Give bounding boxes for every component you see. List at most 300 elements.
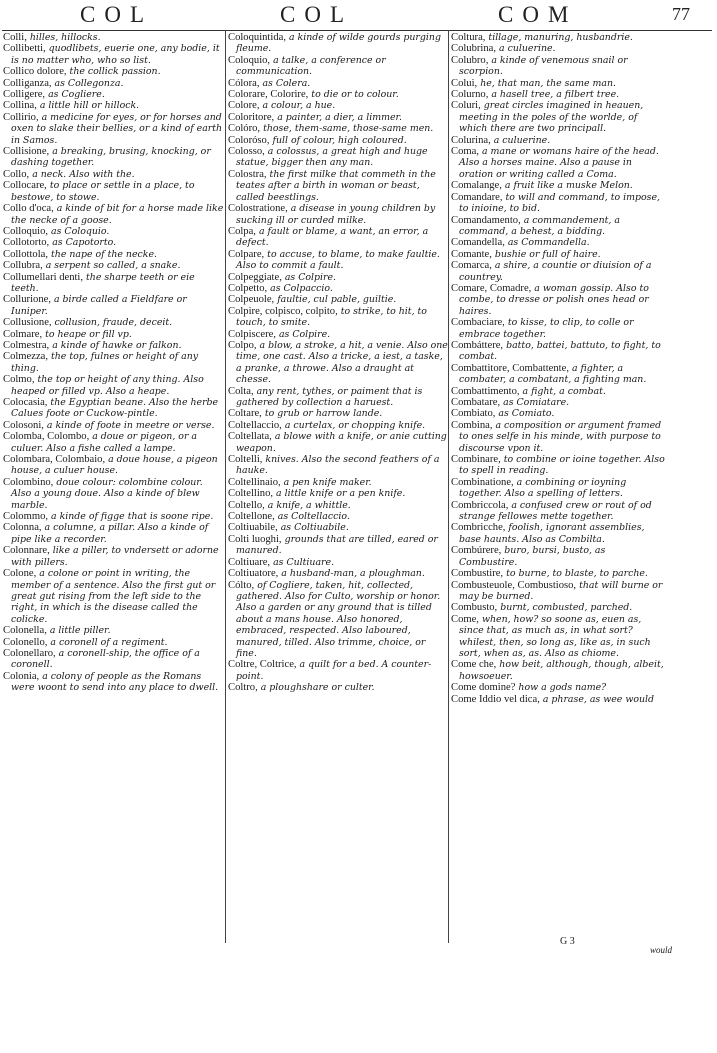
definition: a little piller. [49,625,111,637]
dictionary-entry [451,260,666,283]
dictionary-entry [228,580,448,660]
definition: a husband-man, a ploughman. [281,568,425,580]
dictionary-entry [228,294,448,305]
dictionary-entry [228,340,448,386]
dictionary-entry [228,146,448,169]
definition: the Egyptian beane. Also the herbe Calues foote or Cuckow-pintle. [11,397,219,420]
dictionary-entry [3,78,225,89]
dictionary-entry [3,671,225,694]
headword: Combinare, [451,454,501,466]
headword: Combattitore, Combattente, [451,362,569,374]
headword: Colomba, Colombo, [3,431,90,443]
definition: a breaking, brusing, knocking, or dashing together. [11,146,211,169]
headword: Colpeggiate, [228,271,282,283]
definition: tillage, manuring, husbandrie. [488,32,633,43]
definition: to kisse, to clip, to colle or embrace together. [459,317,634,340]
headword: Colmare, [3,328,43,340]
definition: as Commandella. [507,237,590,249]
definition: a colossus, a great high and huge statue, bigger then any man. [236,146,428,169]
headword: Collottola, [3,248,49,260]
headword: Coltellata, [228,431,272,443]
dictionary-entry [3,522,225,545]
column-3 [451,32,666,957]
definition: hilles, hillocks. [29,32,101,43]
definition: as Coloquio. [51,225,110,237]
headword: Coma, [451,146,479,158]
dictionary-entry [228,55,448,78]
running-head-right: COM [498,2,578,27]
definition: a phrase, as wee would [542,693,655,705]
definition: the first milke that commeth in the teates after a birth in woman or beast, called beestlings. [236,168,436,203]
headword: Collibetti, [3,43,46,55]
dictionary-entry [228,408,448,419]
dictionary-entry [3,89,225,100]
dictionary-entry [228,306,448,329]
dictionary-entry [228,203,448,226]
headword: Cólora, [228,77,260,89]
headword: Colostratione, [228,203,288,215]
definition: a knife, a whittle. [267,499,351,511]
headword: Collocare, [3,180,47,192]
headword: Colpeuole, [228,294,275,306]
headword: Coluri, [451,100,481,112]
headword: Combustire, [451,568,504,580]
headword: Colmestra, [3,339,50,351]
headword: Coltiuare, [228,556,271,568]
definition: the sharpe teeth or eie teeth. [11,271,195,294]
dictionary-entry [228,431,448,454]
dictionary-entry [3,43,225,66]
dictionary-entry [451,180,666,191]
dictionary-entry [3,454,225,477]
headword: Come domine? [451,682,516,694]
headword: Coltello, [228,499,265,511]
definition: a little hill or hillock. [39,100,140,112]
headword: Combúrere, [451,545,502,557]
dictionary-entry [451,500,666,523]
dictionary-entry [3,272,225,295]
dictionary-entry [3,100,225,111]
headword: Colombino, [3,476,54,488]
definition: as Colpaccio. [270,282,333,294]
headword: Colpiscere, [228,328,276,340]
dictionary-entry [451,454,666,477]
headword: Colonna, [3,522,42,534]
dictionary-entry [228,100,448,111]
headword: Combusteuole, Combustioso, [451,579,577,591]
dictionary-entry [228,557,448,568]
definition: a culuerine. [493,134,551,146]
definition: when, how? so soone as, euen as, since that, as much as, in what sort? whilest, then, so long as, like as, in such sort, when as, as. Also as chiome. [459,613,651,659]
dictionary-entry [451,135,666,146]
dictionary-entry [451,614,666,660]
definition: a mane or womans haire of the head. Also a horses maine. Also a pause in oration or writing called a Coma. [459,146,659,180]
definition: the top, fulnes or height of any thing. [11,351,199,374]
definition: a commandement, a command, a behest, a bidding. [459,214,620,237]
dictionary-entry [3,351,225,374]
definition: of Cogliere, taken, hit, collected, gathered. Also for Culto, worship or honor. Also a garden or any ground that is tilled about a mans house. Also honored, embraced, respected. Also laboured, manured, tilled. Also trimme, choice, or fine. [236,579,441,659]
definition: grounds that are tilled, eared or manured. [236,533,438,557]
dictionary-entry [451,420,666,454]
headword: Colonello, [3,636,48,648]
definition: a little knife or a pen knife. [276,488,406,500]
page-number: 77 [672,4,690,24]
definition: to burne, to blaste, to parche. [506,568,648,580]
headword: Colonia, [3,670,40,682]
dictionary-entry [228,659,448,682]
header-rule [2,30,712,31]
definition: doue colour: colombine colour. Also a young doue. Also a kinde of blew marble. [11,476,203,511]
column-divider [448,30,449,943]
dictionary-entry [3,260,225,271]
dictionary-entry [3,146,225,169]
definition: a columne, a pillar. Also a kinde of pipe like a recorder. [11,522,209,545]
headword: Colosoni, [3,419,44,431]
dictionary-entry [228,522,448,533]
definition: quodlibets, euerie one, any bodie, it is no matter who, who so list. [11,43,220,66]
definition: a coronell of a regiment. [50,636,168,648]
definition: a confused crew or rout of od strange fellowes mette together. [459,499,652,523]
definition: a talke, a conference or communication. [236,54,386,78]
headword: Come che, [451,659,497,671]
headword: Comandamento, [451,214,521,226]
dictionary-entry [3,203,225,226]
dictionary-entry [451,78,666,89]
headword: Comandare, [451,191,503,203]
definition: a doue or pigeon, or a culuer. Also a fishe called a lampe. [11,431,197,454]
headword: Coloritore, [228,111,275,123]
definition: collusion, fraude, deceit. [54,317,173,329]
headword: Combinatione, [451,476,514,488]
definition: as Capotorto. [52,237,117,249]
headword: Colui, [451,77,478,89]
definition: foolish, ignorant assemblies, base haunts. Also as Combilta. [459,522,645,545]
dictionary-entry [451,283,666,317]
dictionary-entry [228,534,448,557]
definition: the collick passion. [69,66,161,78]
headword: Coltre, Coltrice, [228,659,297,671]
headword: Come, [451,613,479,625]
dictionary-entry [228,249,448,272]
headword: Combáttere, [451,339,504,351]
dictionary-entry [3,226,225,237]
running-head-center: COL [280,2,353,27]
headword: Collubra, [3,260,43,272]
headword: Colubrina, [451,43,497,55]
dictionary-entry [3,294,225,317]
dictionary-entry [451,215,666,238]
definition: a kinde of wilde gourds purging fleume. [236,32,441,55]
headword: Collo d'oca, [3,203,54,215]
dictionary-entry [228,420,448,431]
dictionary-entry [3,374,225,397]
dictionary-entry [228,682,448,693]
dictionary-entry [228,123,448,134]
headword: Colombara, Colombaio, [3,454,106,466]
dictionary-entry [451,43,666,54]
headword: Collumellari denti, [3,271,84,283]
dictionary-entry [3,169,225,180]
headword: Comarca, [451,260,492,272]
headword: Coltellaccio, [228,419,282,431]
headword: Coloquintida, [228,32,286,43]
definition: a blowe with a knife, or anie cutting weapon. [236,431,447,454]
headword: Combiato, [451,408,496,420]
definition: a ploughshare or culter. [260,682,375,694]
dictionary-entry [451,602,666,613]
definition: a pen knife maker. [283,476,372,488]
headword: Coltura, [451,32,486,43]
headword: Colta, [228,385,254,397]
headword: Combaciare, [451,317,505,329]
dictionary-entry [451,386,666,397]
headword: Come Iddio vel dica, [451,693,540,705]
dictionary-entry [3,545,225,568]
headword: Colpetto, [228,282,268,294]
definition: to place or settle in a place, to bestowe, to stowe. [11,180,195,203]
headword: Collirio, [3,111,39,123]
headword: Comandella, [451,237,505,249]
definition: a kinde of foote in meetre or verse. [46,419,215,431]
dictionary-entry [3,329,225,340]
definition: to combine or ioine together. Also to spell in reading. [459,454,665,477]
definition: a fruit like a muske Melon. [504,180,633,192]
headword: Coltellino, [228,488,274,500]
definition: a kinde of bit for a horse made like the necke of a goose. [11,203,224,226]
catchword: would [650,945,673,955]
definition: a fault or blame, a want, an error, a defect. [236,225,429,249]
definition: those, them-same, those-same men. [263,123,434,135]
headword: Coltare, [228,408,262,420]
headword: Colonellaro, [3,647,56,659]
definition: bushie or full of haire. [494,248,601,260]
headword: Colore, [228,100,260,112]
headword: Comante, [451,248,492,260]
headword: Combusto, [451,602,498,614]
headword: Colonnare, [3,545,50,557]
signature-mark: G 3 [560,936,575,947]
definition: as Colera. [262,77,311,89]
headword: Colurno, [451,89,489,101]
definition: knives. Also the second feathers of a hauke. [236,454,440,477]
headword: Colóro, [228,123,261,135]
definition: a woman gossip. Also to combe, to dresse or polish ones head or haires. [459,282,649,317]
definition: like a piller, to vndersett or adorne with pillers. [11,545,219,568]
headword: Coltellinaio, [228,476,281,488]
headword: Colosso, [228,146,265,158]
definition: to strike, to hit, to touch, to smite. [236,305,427,329]
dictionary-entry [451,89,666,100]
headword: Colocasia, [3,397,48,408]
definition: a colour, a hue. [262,100,336,112]
dictionary-entry [228,329,448,340]
definition: a colone or point in writing, the member of a sentence. Also the first gut or great gut rising from the left side to the right, in which is the disease called the colicke. [11,568,216,625]
definition: to will and command, to impose, to inioine, to bid. [459,191,660,215]
dictionary-entry [451,192,666,215]
dictionary-entry [228,500,448,511]
headword: Combriccola, [451,499,509,511]
dictionary-entry [451,340,666,363]
dictionary-entry [3,397,225,420]
column-2 [228,32,448,957]
dictionary-entry [228,283,448,294]
definition: how beit, although, though, albeit, howsoeuer. [459,659,664,682]
headword: Colurina, [451,134,491,146]
dictionary-entry [3,625,225,636]
definition: a hasell tree, a filbert tree. [491,89,620,101]
dictionary-entry [228,454,448,477]
column-divider [225,30,226,943]
dictionary-entry [3,477,225,511]
dictionary-entry [3,648,225,671]
dictionary-entry [451,249,666,260]
dictionary-entry [228,32,448,55]
headword: Colubro, [451,54,489,66]
dictionary-entry [3,431,225,454]
dictionary-entry [451,694,666,705]
dictionary-entry [3,180,225,203]
headword: Combattimento, [451,385,520,397]
headword: Colti luoghi, [228,533,282,545]
dictionary-entry [3,340,225,351]
definition: a painter, a dier, a limmer. [277,111,402,123]
definition: as Colpire. [278,328,331,340]
definition: a combining or ioyning together. Also a spelling of letters. [459,476,627,500]
headword: Colmezza, [3,351,49,363]
dictionary-entry [451,682,666,693]
dictionary-entry [228,169,448,203]
definition: a culuerine. [499,43,556,55]
dictionary-entry [451,363,666,386]
dictionary-entry [3,237,225,248]
dictionary-entry [228,488,448,499]
dictionary-entry [228,135,448,146]
running-head-left: COL [80,2,153,27]
definition: a shire, a countie or diuision of a countrey. [459,260,652,283]
dictionary-entry [451,317,666,340]
headword: Coloquio, [228,54,271,66]
headword: Coltro, [228,682,258,694]
dictionary-entry [451,408,666,419]
definition: any rent, tythes, or paiment that is gathered by collection a haruest. [236,385,423,408]
definition: as Coltiuabile. [280,522,349,534]
definition: burnt, combusted, parched. [500,602,633,614]
headword: Collico dolore, [3,66,67,78]
dictionary-entry [451,397,666,408]
dictionary-entry [451,522,666,545]
definition: a serpent so called, a snake. [45,260,181,272]
headword: Combatare, [451,397,501,408]
headword: Colliganza, [3,77,52,89]
headword: Colone, [3,568,37,580]
definition: as Comiato. [498,408,555,420]
headword: Combricche, [451,522,506,534]
definition: a fighter, a combater, a combatant, a fighting man. [459,362,647,386]
headword: Colommo, [3,511,49,523]
definition: faultie, cul pable, guiltie. [277,294,397,306]
headword: Colpa, [228,225,256,237]
headword: Cólto, [228,579,255,591]
headword: Comare, Comadre, [451,282,532,294]
definition: great circles imagined in heauen, meeting in the poles of the worlde, of which there are two principall. [459,100,644,135]
definition: a neck. Also with the. [32,168,135,180]
dictionary-entry [451,32,666,43]
definition: a kinde of figge that is soone ripe. [51,511,214,523]
headword: Colligere, [3,89,46,101]
dictionary-entry [228,112,448,123]
dictionary-entry [451,100,666,134]
definition: as Cogliere. [48,89,105,101]
headword: Coltellone, [228,511,275,523]
definition: that will burne or may be burned. [459,579,663,602]
dictionary-entry [228,477,448,488]
dictionary-entry [228,78,448,89]
definition: a quilt for a bed. A counter-point. [236,659,432,682]
dictionary-entry [228,568,448,579]
definition: a colony of people as the Romans were woont to send into any place to dwell. [11,670,219,694]
dictionary-entry [3,420,225,431]
dictionary-entry [3,32,225,43]
definition: as Collegonza. [54,77,124,89]
definition: as Comiatare. [503,397,570,408]
dictionary-entry [451,237,666,248]
dictionary-entry [3,249,225,260]
definition: a medicine for eyes, or for horses and oxen to slake their bellies, or a kind of earth in Samos. [11,111,223,146]
dictionary-entry [228,226,448,249]
dictionary-entry [3,66,225,77]
dictionary-entry [451,146,666,180]
definition: full of colour, high coloured. [272,134,407,146]
dictionary-entry [451,545,666,568]
headword: Coltiuabile, [228,522,278,534]
definition: a kinde of venemous snail or scorpion. [459,54,628,78]
headword: Colpo, [228,339,257,351]
headword: Coltiuatore, [228,568,279,580]
definition: batto, battei, battuto, to fight, to combat. [459,339,661,363]
dictionary-entry [228,89,448,100]
headword: Colli, [3,32,27,43]
dictionary-entry [228,272,448,283]
definition: to die or to colour. [311,89,399,101]
definition: the top or height of any thing. Also heaped or filled vp. Also a heape. [11,374,204,397]
definition: as Coltellaccio. [277,511,350,523]
headword: Collotorto, [3,237,50,249]
headword: Colloquio, [3,225,49,237]
dictionary-entry [228,386,448,409]
definition: to grub or harrow lande. [264,408,383,420]
headword: Collo, [3,168,30,180]
dictionary-entry [3,511,225,522]
dictionary-entry [3,112,225,146]
dictionary-entry [451,568,666,579]
headword: Colorare, Colorire, [228,89,309,101]
definition: a coronell-ship, the office of a coronell. [11,647,200,671]
headword: Colonella, [3,625,47,637]
definition: as Cultiuare. [273,556,335,568]
definition: a fight, a combat. [522,385,606,397]
headword: Colmo, [3,374,35,386]
headword: Colpare, [228,248,265,260]
definition: a kinde of hawke or falkon. [52,339,182,351]
column-1 [3,32,225,957]
definition: he, that man, the same man. [480,77,617,89]
definition: a blow, a stroke, a hit, a venie. Also one time, one cast. Also a tricke, a iest, a taske, a pranke, a throwe. Also a draught at chesse. [236,339,448,386]
definition: how a gods name? [518,682,607,694]
headword: Combina, [451,419,493,431]
headword: Coloróso, [228,134,270,146]
headword: Collusione, [3,317,52,329]
headword: Collina, [3,100,37,112]
